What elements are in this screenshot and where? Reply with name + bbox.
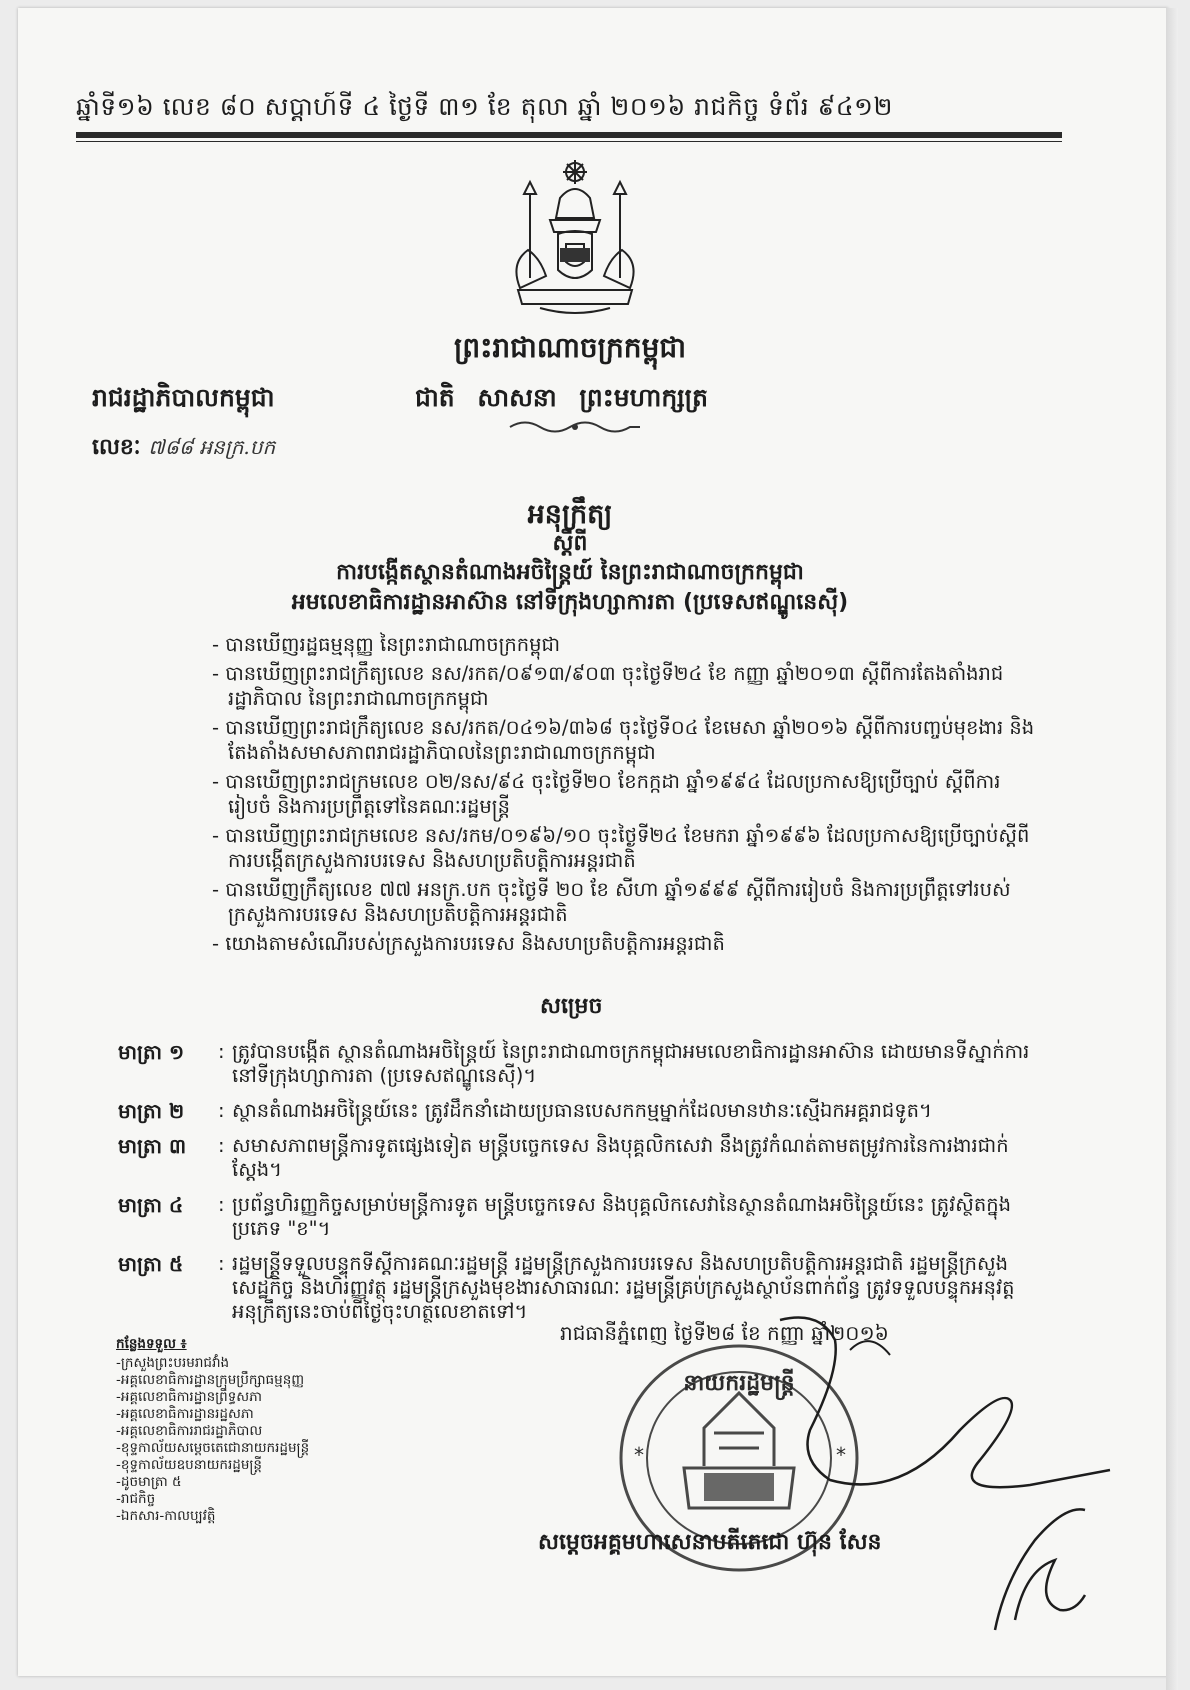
article-item: មាត្រា ១ : ត្រូវបានបង្កើត ស្ថានតំណាងអចិន្ត្រៃយ៍ នៃព្រះរាជាណាចក្រកម្ពុជាអមលេខាធិការដ្ឋានអាស៊ាន ដោយមានទីស្នាក់ការនៅទីក្រុងហ្សាការតា (ប្រទេសឥណ្ឌូនេស៊ី)។ <box>118 1040 1043 1088</box>
article-number: មាត្រា ៥ <box>118 1252 184 1276</box>
article-text: ស្ថានតំណាងអចិន្ត្រៃយ៍នេះ ត្រូវដឹកនាំដោយប្រធានបេសកកម្មម្នាក់ដែលមានឋានៈស្មើឯកអគ្គរាជទូត។ <box>232 1099 932 1122</box>
recipient-item: -ដូចមាត្រា ៥ <box>116 1474 182 1490</box>
decision-heading: សម្រេច <box>540 994 603 1019</box>
article-text: រដ្ឋមន្ត្រីទទួលបន្ទុកទីស្តីការគណៈរដ្ឋមន្ត្រី រដ្ឋមន្ត្រីក្រសួងការបរទេស និងសហប្រតិបត្តិការអន្តរជាតិ រដ្ឋមន្ត្រីក្រសួងសេដ្ឋកិច្ច និងហិរញ្ញវត្ថុ រដ្ឋមន្ត្រីក្រសួងមុខងារសាធារណៈ រដ្ឋមន្ត្រីគ្រប់ក្រសួងស្ថាប័នពាក់ព័ន្ធ ត្រូវទទួលបន្ទុកអនុវត្តអនុក្រឹត្យនេះចាប់ពីថ្ងៃចុះហត្ថលេខាតទៅ។ <box>232 1252 1015 1323</box>
recipient-item: -អគ្គលេខាធិការដ្ឋានព្រឹទ្ធសភា <box>116 1389 263 1405</box>
header-rule <box>76 132 1062 138</box>
preamble-item: - បានឃើញរដ្ឋធម្មនុញ្ញ នៃព្រះរាជាណាចក្រកម្ពុជា <box>212 633 561 656</box>
recipient-item: -អគ្គលេខាធិការដ្ឋានរដ្ឋសភា <box>116 1406 254 1422</box>
title-line-1: ការបង្កើតស្ថានតំណាងអចិន្ត្រៃយ៍ នៃព្រះរាជាណាចក្រកម្ពុជា <box>336 560 804 585</box>
article-item: មាត្រា ២ : ស្ថានតំណាងអចិន្ត្រៃយ៍នេះ ត្រូវដឹកនាំដោយប្រធានបេសកកម្មម្នាក់ដែលមានឋានៈស្មើឯកអគ្គរាជទូត។ <box>118 1099 1043 1123</box>
article-item: មាត្រា ៤ : ប្រព័ន្ធហិរញ្ញកិច្ចសម្រាប់មន្ត្រីការទូត មន្ត្រីបច្ចេកទេស និងបុគ្គលិកសេវានៃស្ថានតំណាងអចិន្ត្រៃយ៍នេះ ត្រូវស្ថិតក្នុងប្រភេទ "ខ"។ <box>118 1193 1043 1241</box>
article-item: មាត្រា ៥ : រដ្ឋមន្ត្រីទទួលបន្ទុកទីស្តីការគណៈរដ្ឋមន្ត្រី រដ្ឋមន្ត្រីក្រសួងការបរទេស និងសហប្រតិបត្តិការអន្តរជាតិ រដ្ឋមន្ត្រីក្រសួងសេដ្ឋកិច្ច និងហិរញ្ញវត្ថុ រដ្ឋមន្ត្រីក្រសួងមុខងារសាធារណៈ រដ្ឋមន្ត្រីគ្រប់ក្រសួងស្ថាប័នពាក់ព័ន្ធ ត្រូវទទួលបន្ទុកអនុវត្តអនុក្រឹត្យនេះចាប់ពីថ្ងៃចុះហត្ថលេខាតទៅ។ <box>118 1252 1043 1324</box>
gazette-header: ឆ្នាំទី១៦ លេខ ៨០ សប្តាហ៍ទី ៤ ថ្ងៃទី ៣១ ខែ តុលា ឆ្នាំ ២០១៦ រាជកិច្ច ទំព័រ ៩៤១២ <box>76 92 893 121</box>
recipient-item: -ខុទ្ទកាល័យឧបនាយករដ្ឋមន្ត្រី <box>116 1457 263 1473</box>
document-title-block <box>130 500 1010 618</box>
article-list <box>118 1040 1043 1335</box>
recipient-item: -រាជកិច្ច <box>116 1491 156 1507</box>
article-text: ត្រូវបានបង្កើត ស្ថានតំណាងអចិន្ត្រៃយ៍ នៃព្រះរាជាណាចក្រកម្ពុជាអមលេខាធិការដ្ឋានអាស៊ាន ដោយមានទីស្នាក់ការនៅទីក្រុងហ្សាការតា (ប្រទេសឥណ្ឌូនេស៊ី)។ <box>232 1040 1030 1087</box>
kingdom-title: ព្រះរាជាណាចក្រកម្ពុជា <box>453 331 686 364</box>
preamble-item: - បានឃើញក្រឹត្យលេខ ៧៧ អនក្រ.បក ចុះថ្ងៃទី ២០ ខែ សីហា ឆ្នាំ១៩៩៩ ស្តីពីការរៀបចំ និងការប្រព្រឹត្តទៅរបស់ក្រសួងការបរទេស និងសហប្រតិបត្តិការអន្តរជាតិ <box>212 878 1011 926</box>
recipient-heading: កន្លែងទទួល ៖ <box>116 1336 187 1352</box>
preamble-item: - បានឃើញព្រះរាជក្រមលេខ នស/រកម/០១៩៦/១០ ចុះថ្ងៃទី២៤ ខែមករា ឆ្នាំ១៩៩៦ ដែលប្រកាសឱ្យប្រើច្បាប់ស្តីពីការបង្កើតក្រសួងការបរទេស និងសហប្រតិបត្តិការអន្តរជាតិ <box>212 824 1030 872</box>
title-line-2: អមលេខាធិការដ្ឋានអាស៊ាន នៅទីក្រុងហ្សាការតា (ប្រទេសឥណ្ឌូនេស៊ី) <box>291 590 849 615</box>
preamble-item: - បានឃើញព្រះរាជក្រឹត្យលេខ នស/រកត/០៤១៦/៣៦៨ ចុះថ្ងៃទី០៤ ខែមេសា ឆ្នាំ២០១៦ ស្តីពីការបញ្ចប់មុខងារ និងតែងតាំងសមាសភាពរាជរដ្ឋាភិបាលនៃព្រះរាជាណាចក្រកម្ពុជា <box>212 716 1035 764</box>
article-number: មាត្រា ៤ <box>118 1193 184 1217</box>
page-fold <box>1166 8 1178 1690</box>
recipient-item: -ក្រសួងព្រះបរមរាជវាំង <box>116 1355 230 1371</box>
recipient-item: -ឯកសារ-កាលប្បវត្តិ <box>116 1508 216 1524</box>
royal-coat-of-arms-icon <box>500 158 650 318</box>
preamble-item: - បានឃើញព្រះរាជក្រឹត្យលេខ នស/រកត/០៩១៣/៩០៣ ចុះថ្ងៃទី២៤ ខែ កញ្ញា ឆ្នាំ២០១៣ ស្តីពីការតែងតាំងរាជរដ្ឋាភិបាល នៃព្រះរាជាណាចក្រកម្ពុជា <box>212 662 1004 710</box>
recipient-item: -ខុទ្ទកាល័យសម្តេចតេជោនាយករដ្ឋមន្ត្រី <box>116 1440 310 1456</box>
preamble-item: - បានឃើញព្រះរាជក្រមលេខ ០២/នស/៩៤ ចុះថ្ងៃទី២០ ខែកក្កដា ឆ្នាំ១៩៩៤ ដែលប្រកាសឱ្យប្រើច្បាប់ ស្តីពីការរៀបចំ និងការប្រព្រឹត្តទៅនៃគណៈរដ្ឋមន្ត្រី <box>212 770 1001 818</box>
national-motto: ជាតិ សាសនា ព្រះមហាក្សត្រ <box>415 383 708 412</box>
ornament-divider <box>500 418 650 436</box>
signatory-name: សម្តេចអគ្គមហាសេនាបតីតេជោ ហ៊ុន សែន <box>538 1530 882 1555</box>
article-text: សមាសភាពមន្ត្រីការទូតផ្សេងទៀត មន្ត្រីបច្ចេកទេស និងបុគ្គលិកសេវា នឹងត្រូវកំណត់តាមតម្រូវការនៃការងារជាក់ស្តែង។ <box>232 1134 1009 1181</box>
recipient-item: -អគ្គលេខាធិការដ្ឋានក្រុមប្រឹក្សាធម្មនុញ្ញ <box>116 1372 305 1388</box>
article-text: ប្រព័ន្ធហិរញ្ញកិច្ចសម្រាប់មន្ត្រីការទូត មន្ត្រីបច្ចេកទេស និងបុគ្គលិកសេវានៃស្ថានតំណាងអចិន្ត្រៃយ៍នេះ ត្រូវស្ថិតក្នុងប្រភេទ "ខ"។ <box>232 1193 1011 1240</box>
handwritten-signature <box>700 1310 1120 1510</box>
initial-mark <box>975 1500 1095 1640</box>
header-rule-thin <box>76 141 1062 142</box>
preamble-list <box>212 632 1042 960</box>
article-item: មាត្រា ៣ : សមាសភាពមន្ត្រីការទូតផ្សេងទៀត មន្ត្រីបច្ចេកទេស និងបុគ្គលិកសេវា នឹងត្រូវកំណត់តាមតម្រូវការនៃការងារជាក់ស្តែង។ <box>118 1134 1043 1182</box>
svg-text:*: * <box>634 1443 644 1467</box>
place-and-date: រាជធានីភ្នំពេញ ថ្ងៃទី២៨ ខែ កញ្ញា ឆ្នាំ២០១៦ <box>560 1321 889 1345</box>
article-number: មាត្រា ២ <box>118 1099 185 1123</box>
reference-value: ៧៨៨ អនក្រ.បក <box>148 435 276 459</box>
recipient-list <box>116 1336 366 1525</box>
recipient-item: -អគ្គលេខាធិការរាជរដ្ឋាភិបាល <box>116 1423 263 1439</box>
svg-text:*: * <box>836 1443 846 1467</box>
title-about: ស្តីពី <box>552 531 588 556</box>
article-number: មាត្រា ៣ <box>118 1134 187 1158</box>
article-number: មាត្រា ១ <box>118 1040 185 1064</box>
preamble-item: - យោងតាមសំណើរបស់ក្រសួងការបរទេស និងសហប្រតិបត្តិការអន្តរជាតិ <box>212 932 725 955</box>
seal-top-text: នាយករដ្ឋមន្ត្រី <box>683 1371 795 1396</box>
document-type: អនុក្រឹត្យ <box>527 499 613 530</box>
reference-number <box>92 433 275 465</box>
reference-label: លេខៈ <box>92 435 141 460</box>
government-name: រាជរដ្ឋាភិបាលកម្ពុជា <box>92 383 275 412</box>
